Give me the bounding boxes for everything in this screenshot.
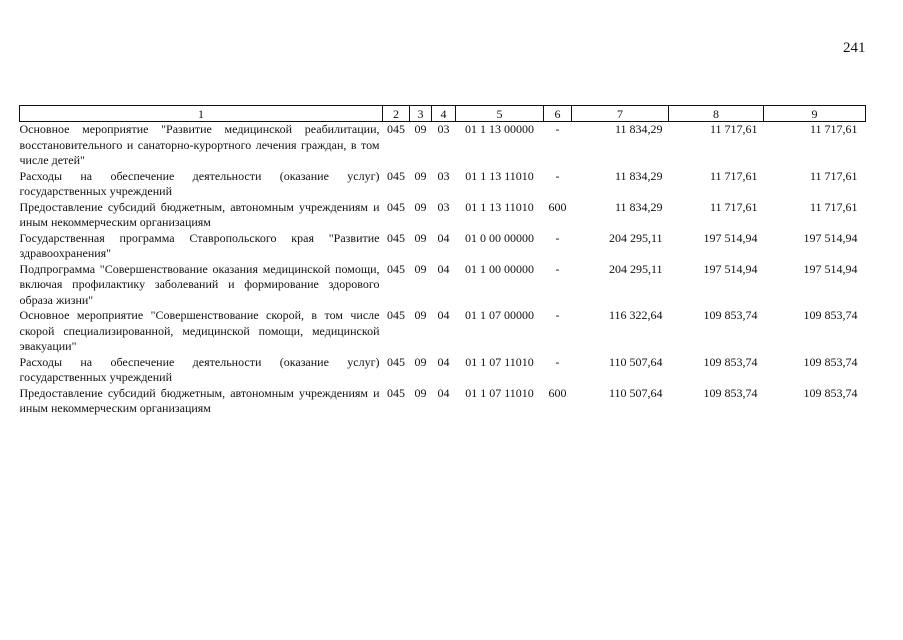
- table-row: [20, 122, 866, 169]
- amount-col-7: 11 834,29: [614, 199, 663, 214]
- expense-type-code: -: [555, 122, 560, 136]
- table-row: [20, 308, 866, 355]
- subsection-code: 04: [437, 308, 450, 322]
- target-article-code: 01 1 00 00000: [465, 261, 534, 276]
- subsection-code: 04: [437, 230, 450, 245]
- header-row: [20, 106, 866, 122]
- amount-col-9: 11 717,61: [809, 168, 858, 183]
- table-row: [20, 262, 866, 309]
- section-code: 09: [414, 261, 427, 276]
- amount-col-7: 110 507,64: [608, 385, 663, 400]
- table-row: [20, 169, 866, 200]
- table-body: [20, 122, 866, 417]
- header-col-2: 2: [383, 106, 410, 122]
- expense-type-code: -: [555, 230, 560, 245]
- target-article-code: 01 1 13 11010: [465, 199, 534, 214]
- section-code: 09: [414, 385, 427, 400]
- row-name: Основное мероприятие "Развитие медицинской реабилитации, восстановительного и санаторно-курортного лечения граждан, в том числе детей": [19, 122, 380, 167]
- header-col-4: 4: [432, 106, 456, 122]
- expense-type-code: -: [555, 308, 560, 322]
- amount-col-8: 11 717,61: [709, 199, 758, 214]
- ministry-code: 045: [387, 199, 405, 214]
- expense-type-code: -: [555, 261, 560, 276]
- amount-col-9: 197 514,94: [803, 230, 858, 245]
- table-row: [20, 386, 866, 417]
- expense-type-code: 600: [548, 385, 567, 400]
- row-name: Основное мероприятие "Совершенствование скорой, в том числе скорой специализированной, медицинской помощи, медицинской эвакуации": [19, 308, 380, 353]
- amount-col-9: 197 514,94: [803, 261, 858, 276]
- section-code: 09: [414, 122, 427, 136]
- amount-col-7: 204 295,11: [608, 230, 663, 245]
- table-row: [20, 231, 866, 262]
- amount-col-9: 11 717,61: [809, 199, 858, 214]
- target-article-code: 01 1 13 00000: [465, 122, 534, 136]
- header-col-5: 5: [456, 106, 544, 122]
- ministry-code: 045: [387, 261, 405, 276]
- amount-col-9: 11 717,61: [809, 122, 858, 136]
- amount-col-7: 110 507,64: [608, 354, 663, 369]
- ministry-code: 045: [387, 385, 405, 400]
- amount-col-8: 11 717,61: [709, 122, 758, 136]
- amount-col-8: 109 853,74: [703, 354, 758, 369]
- amount-col-7: 11 834,29: [614, 122, 663, 136]
- header-col-6: 6: [544, 106, 572, 122]
- header-col-7: 7: [572, 106, 669, 122]
- header-col-3: 3: [410, 106, 432, 122]
- amount-col-8: 197 514,94: [703, 230, 758, 245]
- amount-col-7: 204 295,11: [608, 261, 663, 276]
- section-code: 09: [414, 199, 427, 214]
- row-name: Подпрограмма "Совершенствование оказания медицинской помощи, включая профилактику заболеваний и формирование здорового образа жизни": [19, 261, 380, 307]
- ministry-code: 045: [387, 230, 405, 245]
- amount-col-8: 109 853,74: [703, 385, 758, 400]
- subsection-code: 04: [437, 385, 450, 400]
- page-number: 241: [843, 40, 866, 56]
- amount-col-9: 109 853,74: [803, 308, 858, 322]
- section-code: 09: [414, 354, 427, 369]
- expense-type-code: -: [555, 168, 560, 183]
- section-code: 09: [414, 168, 427, 183]
- expense-type-code: 600: [548, 199, 567, 214]
- row-name: Расходы на обеспечение деятельности (оказание услуг) государственных учреждений: [19, 354, 380, 384]
- subsection-code: 04: [437, 354, 450, 369]
- amount-col-9: 109 853,74: [803, 354, 858, 369]
- target-article-code: 01 1 07 11010: [465, 385, 534, 400]
- amount-col-7: 116 322,64: [608, 308, 663, 322]
- subsection-code: 03: [437, 199, 450, 214]
- ministry-code: 045: [387, 354, 405, 369]
- row-name: Предоставление субсидий бюджетным, автономным учреждениям и иным некоммерческим организациям: [19, 385, 380, 415]
- budget-table: [19, 105, 866, 417]
- header-col-9: 9: [764, 106, 866, 122]
- section-code: 09: [414, 308, 427, 322]
- expense-type-code: -: [555, 354, 560, 369]
- target-article-code: 01 1 07 11010: [465, 354, 534, 369]
- amount-col-7: 11 834,29: [614, 168, 663, 183]
- amount-col-8: 11 717,61: [709, 168, 758, 183]
- target-article-code: 01 1 07 00000: [465, 308, 534, 322]
- subsection-code: 03: [437, 122, 450, 136]
- target-article-code: 01 1 13 11010: [465, 168, 534, 183]
- row-name: Расходы на обеспечение деятельности (оказание услуг) государственных учреждений: [19, 168, 380, 198]
- row-name: Предоставление субсидий бюджетным, автономным учреждениям и иным некоммерческим организациям: [19, 199, 380, 229]
- ministry-code: 045: [387, 168, 405, 183]
- target-article-code: 01 0 00 00000: [465, 230, 534, 245]
- header-col-8: 8: [669, 106, 764, 122]
- section-code: 09: [414, 230, 427, 245]
- subsection-code: 04: [437, 261, 450, 276]
- amount-col-8: 109 853,74: [703, 308, 758, 322]
- row-name: Государственная программа Ставропольского края "Развитие здравоохранения": [19, 230, 380, 260]
- ministry-code: 045: [387, 122, 405, 136]
- subsection-code: 03: [437, 168, 450, 183]
- amount-col-8: 197 514,94: [703, 261, 758, 276]
- ministry-code: 045: [387, 308, 405, 322]
- amount-col-9: 109 853,74: [803, 385, 858, 400]
- header-col-1: 1: [20, 106, 383, 122]
- table-row: [20, 355, 866, 386]
- table-row: [20, 200, 866, 231]
